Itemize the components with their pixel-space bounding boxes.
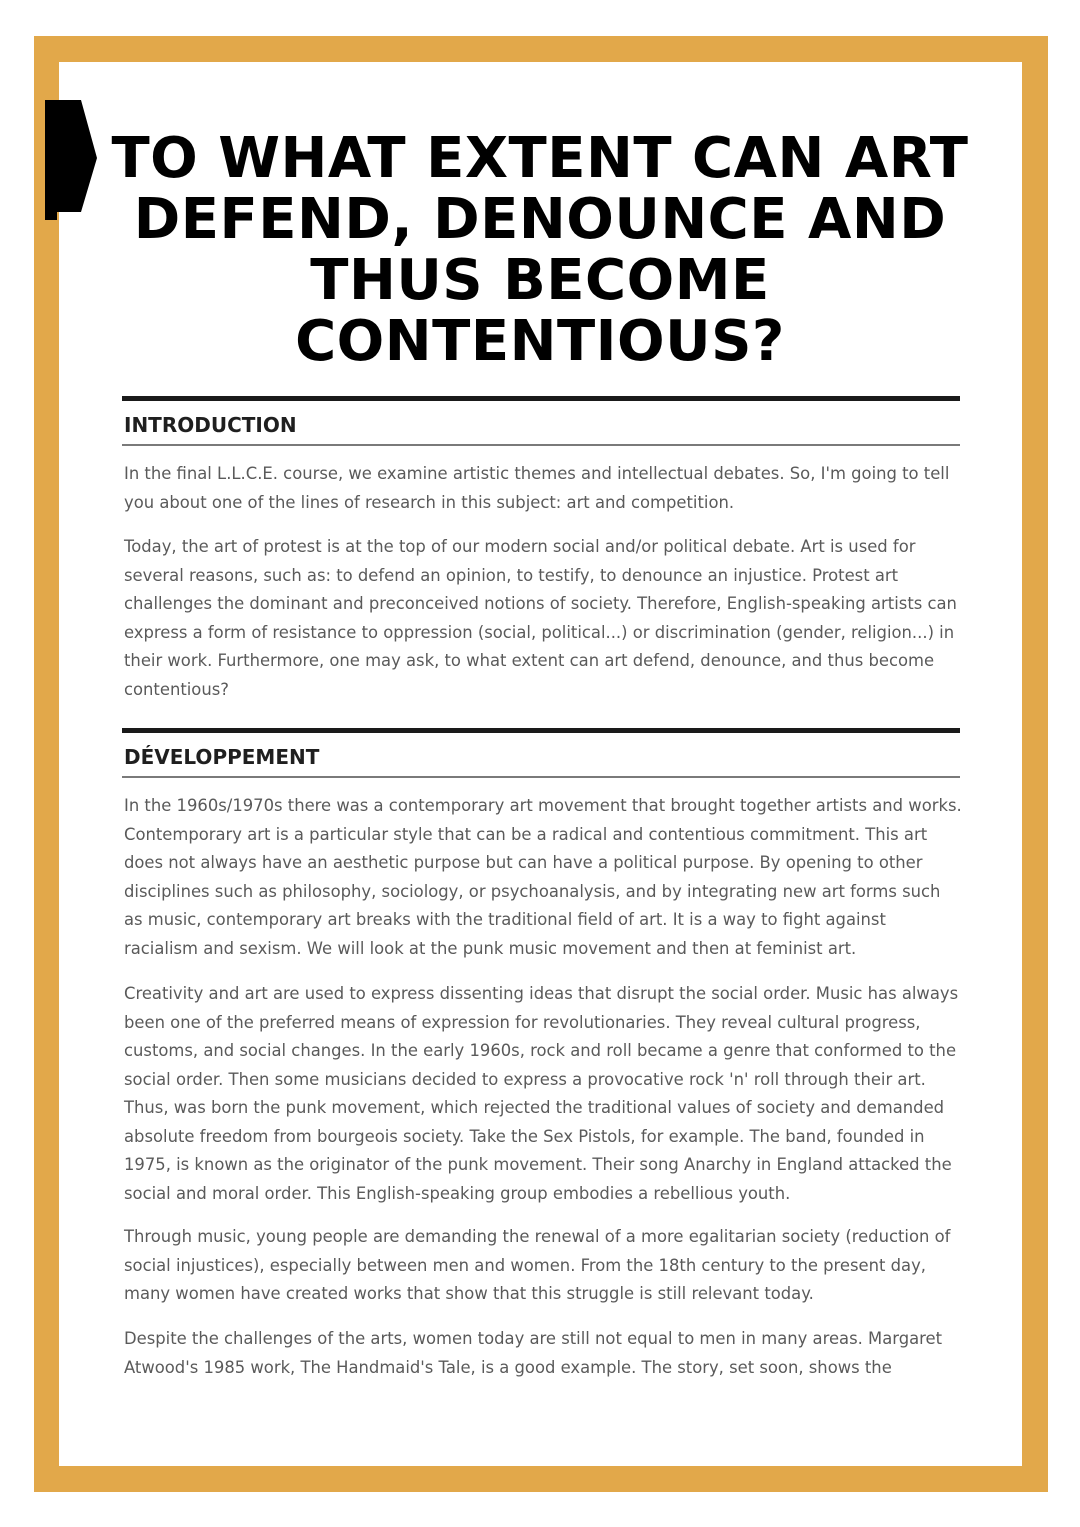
intro-paragraph-1: In the final L.L.C.E. course, we examine artistic themes and intellectual debates. So, I'm going to tell you about one of the lines of research in this subject: art and competition. (124, 464, 950, 512)
section-divider (122, 776, 960, 778)
development-paragraph-2: Creativity and art are used to express dissenting ideas that disrupt the social order. Music has always been one of the preferred means of expression for revolutionaries. They reveal cultural progress, customs, and social changes. In the early 1960s, rock and roll became a genre that conformed to the social order. Then some musicians decided to express a provocative rock 'n' roll through their art. Thus, was born the punk movement, which rejected the traditional values of society and demanded absolute freedom from bourgeois society. Take the Sex Pistols, for example. The band, founded in 1975, is known as the originator of the punk movement. Their song Anarchy in England attacked the social and moral order. This English-speaking group embodies a rebellious youth. (124, 984, 959, 1203)
section-top-bar (122, 728, 960, 733)
development-paragraph-1: In the 1960s/1970s there was a contemporary art movement that brought together artists and works. Contemporary art is a particular style that can be a radical and contentious commitment. This art does not always have an aesthetic purpose but can have a political purpose. By opening to other disciplines such as philosophy, sociology, or psychoanalysis, and by integrating new art forms such as music, contemporary art breaks with the traditional field of art. It is a way to fight against racialism and sexism. We will look at the punk music movement and then at feminist art. (124, 796, 962, 958)
section-heading-developpement: DÉVELOPPEMENT (124, 745, 320, 769)
section-marker-icon (45, 100, 97, 220)
section-top-bar (122, 396, 960, 401)
intro-paragraph-2: Today, the art of protest is at the top of our modern social and/or political debate. Art is used for several reasons, such as: to defend an opinion, to testify, to denounce an injustice. Protest art challenges the dominant and preconceived notions of society. Therefore, English-speaking artists can express a form of resistance to oppression (social, political...) or discrimination (gender, religion...) in their work. Furthermore, one may ask, to what extent can art defend, denounce, and thus become contentious? (124, 537, 957, 699)
section-divider (122, 444, 960, 446)
development-paragraph-4: Despite the challenges of the arts, women today are still not equal to men in many areas. Margaret Atwood's 1985 work, The Handmaid's Tale, is a good example. The story, set soon, shows the (124, 1329, 943, 1377)
development-paragraph-3: Through music, young people are demanding the renewal of a more egalitarian society (reduction of social injustices), especially between men and women. From the 18th century to the present day, many women have created works that show that this struggle is still relevant today. (124, 1227, 951, 1303)
page-title: TO WHAT EXTENT CAN ART DEFEND, DENOUNCE AND THUS BECOME CONTENTIOUS? (111, 126, 969, 374)
section-heading-introduction: INTRODUCTION (124, 413, 297, 437)
